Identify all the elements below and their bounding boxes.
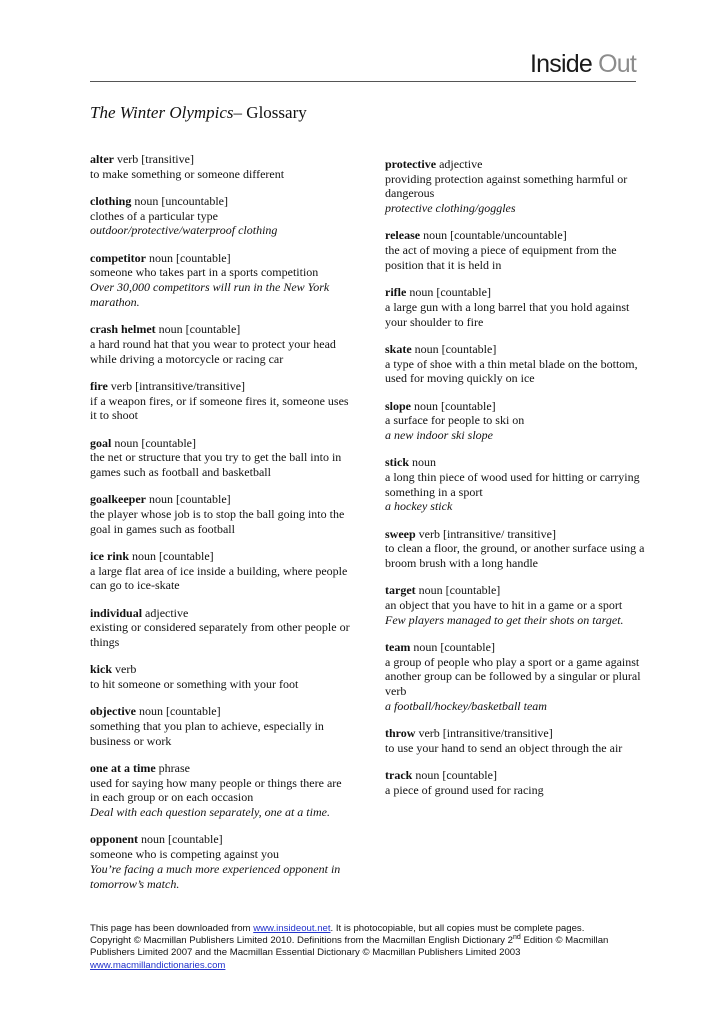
inside-out-logo: [530, 50, 636, 79]
glossary-entry: [90, 832, 352, 891]
footer-line2-post: Edition © Macmillan Publishers Limited 2007 and the Macmillan Essential Dictionary © Macmillan Publishers Limited 2003: [90, 935, 609, 959]
definition: to use your hand to send an object through the air: [385, 740, 623, 755]
headword: individual: [90, 605, 143, 620]
header-rule: [90, 81, 636, 82]
part-of-speech: noun [countable]: [413, 640, 495, 655]
part-of-speech: noun [countable/uncountable]: [423, 228, 567, 243]
headword: rifle: [385, 285, 407, 300]
example-sentence: Deal with each question separately, one at a time.: [90, 805, 330, 820]
glossary-entry: [385, 455, 645, 514]
glossary-entry: [385, 726, 645, 755]
definition: providing protection against something harmful or dangerous: [385, 171, 628, 201]
definition: if a weapon fires, or if someone fires it, someone uses it to shoot: [90, 393, 349, 423]
part-of-speech: verb [intransitive/transitive]: [418, 726, 553, 741]
part-of-speech: noun [countable]: [414, 341, 497, 356]
part-of-speech: noun [countable]: [149, 492, 231, 507]
definition: existing or considered separately from other people or things: [90, 620, 350, 650]
title-italic: The Winter Olympics: [90, 103, 234, 122]
headword: protective: [385, 157, 437, 171]
glossary-entry: [90, 251, 352, 310]
definition: a large gun with a long barrel that you hold against your shoulder to fire: [385, 299, 630, 329]
macmillan-dictionaries-link[interactable]: www.macmillandictionaries.com: [90, 959, 226, 971]
glossary-entry: [90, 704, 352, 748]
definition: a piece of ground used for racing: [385, 782, 544, 797]
glossary-right-column: [385, 157, 645, 810]
glossary-entry: [385, 399, 645, 443]
glossary-entry: [385, 285, 645, 329]
definition: a group of people who play a sport or a game against another group can be followed by a singular or plural verb: [385, 654, 641, 699]
definition: clothes of a particular type: [90, 208, 218, 223]
glossary-entry: [90, 606, 352, 650]
headword: team: [385, 640, 411, 655]
glossary-entry: [90, 492, 352, 536]
part-of-speech: noun [countable]: [418, 583, 501, 598]
definition: the act of moving a piece of equipment from the position that it is held in: [385, 243, 617, 272]
definition: a hard round hat that you wear to protect your head while driving a motorcycle or racing car: [90, 336, 336, 366]
glossary-left-column: [90, 152, 352, 904]
example-sentence: a new indoor ski slope: [385, 427, 493, 442]
headword: goal: [90, 435, 112, 450]
definition: someone who takes part in a sports competition: [90, 265, 319, 280]
glossary-entry: [385, 527, 645, 571]
part-of-speech: noun: [412, 455, 436, 470]
glossary-entry: [90, 436, 352, 480]
headword: clothing: [90, 194, 132, 208]
footer-line2-pre: Copyright © Macmillan Publishers Limited 2010. Definitions from the Macmillan English Dictionary 2: [90, 935, 513, 947]
definition: used for saying how many people or things there are in each group or on each occasion: [90, 775, 342, 805]
title-rest: – Glossary: [233, 103, 307, 122]
part-of-speech: noun [countable]: [132, 548, 214, 563]
glossary-entry: [90, 194, 352, 238]
headword: throw: [385, 726, 416, 741]
definition: the net or structure that you try to get the ball into in games such as football and basketball: [90, 450, 342, 479]
glossary-entry: [90, 322, 352, 366]
glossary-entry: [90, 662, 352, 691]
headword: track: [385, 768, 413, 783]
headword: release: [385, 228, 421, 243]
part-of-speech: noun [countable]: [409, 285, 491, 300]
headword: alter: [90, 152, 114, 166]
headword: stick: [385, 455, 409, 470]
part-of-speech: noun [countable]: [138, 704, 221, 719]
footer-sup: nd: [512, 934, 521, 942]
part-of-speech: noun [uncountable]: [134, 194, 228, 208]
part-of-speech: noun [countable]: [148, 250, 231, 265]
glossary-entry: [385, 157, 645, 216]
page-title: [90, 103, 307, 123]
definition: a surface for people to ski on: [385, 413, 525, 428]
glossary-entry: [385, 583, 645, 627]
example-sentence: outdoor/protective/waterproof clothing: [90, 223, 278, 238]
glossary-entry: [385, 768, 645, 797]
headword: target: [385, 583, 416, 598]
example-sentence: a football/hockey/basketball team: [385, 698, 547, 713]
definition: to clean a floor, the ground, or another surface using a broom brush with a long handle: [385, 541, 645, 571]
headword: fire: [90, 378, 108, 393]
part-of-speech: verb [intransitive/transitive]: [110, 378, 246, 393]
part-of-speech: verb [transitive]: [116, 152, 194, 166]
headword: kick: [90, 662, 113, 677]
part-of-speech: phrase: [158, 761, 190, 776]
headword: ice rink: [90, 548, 129, 563]
part-of-speech: verb [intransitive/ transitive]: [418, 526, 556, 541]
glossary-entry: [90, 379, 352, 423]
part-of-speech: adjective: [145, 605, 189, 620]
part-of-speech: noun [countable]: [414, 398, 496, 413]
headword: slope: [385, 398, 412, 413]
footer-line1-post: . It is photocopiable, but all copies must be complete pages.: [330, 923, 585, 934]
glossary-entry: [90, 549, 352, 593]
headword: sweep: [385, 526, 416, 541]
definition: something that you plan to achieve, especially in business or work: [90, 719, 324, 748]
glossary-entry: [90, 152, 352, 181]
definition: an object that you have to hit in a game or a sport: [385, 598, 623, 613]
part-of-speech: noun [countable]: [114, 435, 196, 450]
definition: someone who is competing against you: [90, 847, 279, 862]
part-of-speech: verb: [115, 662, 137, 677]
logo-out: Out: [598, 50, 636, 78]
headword: one at a time: [90, 761, 156, 776]
example-sentence: protective clothing/goggles: [385, 201, 516, 216]
definition: a large flat area of ice inside a building, where people can go to ice-skate: [90, 563, 348, 593]
example-sentence: a hockey stick: [385, 499, 453, 514]
part-of-speech: noun [countable]: [415, 768, 497, 783]
definition: to hit someone or something with your foot: [90, 677, 299, 692]
headword: skate: [385, 341, 412, 356]
example-sentence: Over 30,000 competitors will run in the New York marathon.: [90, 280, 330, 309]
definition: the player whose job is to stop the ball going into the goal in games such as football: [90, 506, 345, 536]
headword: crash helmet: [90, 322, 156, 337]
glossary-entry: [385, 342, 645, 386]
part-of-speech: noun [countable]: [141, 832, 223, 847]
headword: goalkeeper: [90, 492, 146, 507]
footer-notice: [90, 923, 650, 972]
part-of-speech: adjective: [439, 157, 483, 171]
glossary-entry: [90, 761, 352, 820]
headword: objective: [90, 704, 136, 719]
definition: a long thin piece of wood used for hitting or carrying something in a sport: [385, 469, 640, 499]
glossary-entry: [385, 640, 645, 714]
definition: to make something or someone different: [90, 166, 285, 181]
insideout-link[interactable]: www.insideout.net: [253, 923, 331, 934]
headword: competitor: [90, 250, 146, 265]
headword: opponent: [90, 832, 139, 847]
example-sentence: You’re facing a much more experienced opponent in tomorrow’s match.: [90, 861, 341, 891]
definition: a type of shoe with a thin metal blade on the bottom, used for moving quickly on ice: [385, 356, 638, 386]
glossary-entry: [385, 228, 645, 272]
part-of-speech: noun [countable]: [158, 322, 241, 337]
logo-inside: Inside: [530, 50, 592, 78]
example-sentence: Few players managed to get their shots on target.: [385, 612, 624, 627]
footer-line1-pre: This page has been downloaded from: [90, 923, 254, 934]
